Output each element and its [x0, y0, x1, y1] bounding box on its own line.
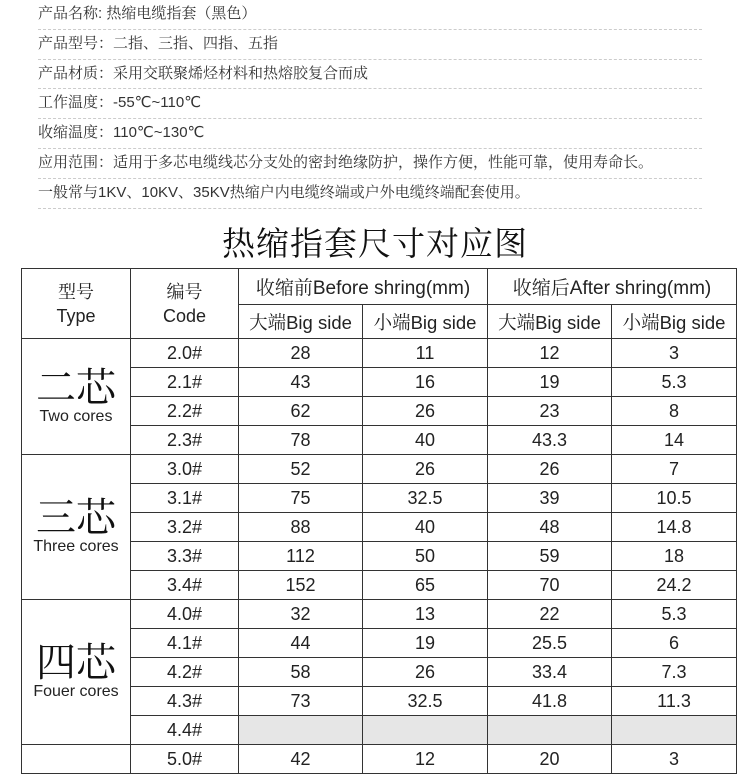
info-line: 一般常与1KV、10KV、35KV热缩户内电缆终端或户外电缆终端配套使用。 [38, 179, 702, 209]
code-cell: 4.1# [131, 629, 239, 658]
value-cell: 7 [612, 455, 737, 484]
value-cell: 20 [488, 745, 612, 774]
value-cell: 24.2 [612, 571, 737, 600]
info-line: 工作温度：-55℃~110℃ [38, 89, 702, 119]
value-cell: 58 [239, 658, 363, 687]
value-cell: 43 [239, 368, 363, 397]
value-cell [488, 716, 612, 745]
value-cell: 33.4 [488, 658, 612, 687]
header-after: 收缩后After shring(mm) [488, 269, 737, 305]
code-cell: 4.2# [131, 658, 239, 687]
code-cell: 4.3# [131, 687, 239, 716]
table-row [22, 455, 737, 484]
value-cell: 19 [363, 629, 488, 658]
code-cell: 2.3# [131, 426, 239, 455]
value-cell: 26 [363, 455, 488, 484]
value-cell: 42 [239, 745, 363, 774]
core-type-cell [22, 745, 131, 774]
value-cell: 32.5 [363, 687, 488, 716]
value-cell: 6 [612, 629, 737, 658]
code-cell: 3.0# [131, 455, 239, 484]
code-cell: 3.1# [131, 484, 239, 513]
value-cell: 16 [363, 368, 488, 397]
header-before-small: 小端Big side [363, 305, 488, 339]
core-type-cn: 三芯 [36, 496, 116, 540]
value-cell: 12 [363, 745, 488, 774]
code-cell: 2.0# [131, 339, 239, 368]
header-after-big: 大端Big side [488, 305, 612, 339]
value-cell: 3 [612, 339, 737, 368]
value-cell: 43.3 [488, 426, 612, 455]
value-cell: 26 [363, 397, 488, 426]
core-type-en: Two cores [39, 407, 113, 425]
value-cell: 8 [612, 397, 737, 426]
value-cell: 152 [239, 571, 363, 600]
core-type-en: Three cores [33, 538, 119, 555]
value-cell: 59 [488, 542, 612, 571]
value-cell: 70 [488, 571, 612, 600]
value-cell: 5.3 [612, 368, 737, 397]
value-cell [612, 716, 737, 745]
value-cell: 18 [612, 542, 737, 571]
value-cell: 23 [488, 397, 612, 426]
value-cell: 75 [239, 484, 363, 513]
core-type-cell [22, 455, 131, 600]
value-cell: 52 [239, 455, 363, 484]
value-cell: 32 [239, 600, 363, 629]
code-cell: 4.4# [131, 716, 239, 745]
core-type-cell [22, 339, 131, 455]
value-cell: 40 [363, 513, 488, 542]
value-cell: 48 [488, 513, 612, 542]
value-cell: 41.8 [488, 687, 612, 716]
core-type-cn: 四芯 [36, 641, 116, 685]
value-cell: 25.5 [488, 629, 612, 658]
core-type-cn: 二芯 [36, 365, 116, 410]
core-type-cell [22, 600, 131, 745]
code-cell: 3.3# [131, 542, 239, 571]
product-info [38, 0, 702, 209]
value-cell: 112 [239, 542, 363, 571]
info-line: 产品型号：二指、三指、四指、五指 [38, 30, 702, 60]
info-line: 应用范围：适用于多芯电缆线芯分支处的密封绝缘防护，操作方便，性能可靠，使用寿命长。 [38, 149, 702, 179]
header-before: 收缩前Before shring(mm) [239, 269, 488, 305]
header-after-small: 小端Big side [612, 305, 737, 339]
value-cell: 32.5 [363, 484, 488, 513]
value-cell: 88 [239, 513, 363, 542]
size-table [21, 268, 737, 774]
table-row [22, 745, 737, 774]
value-cell: 3 [612, 745, 737, 774]
value-cell: 11 [363, 339, 488, 368]
value-cell: 78 [239, 426, 363, 455]
code-cell: 5.0# [131, 745, 239, 774]
code-cell: 2.2# [131, 397, 239, 426]
value-cell [239, 716, 363, 745]
info-line: 产品材质：采用交联聚烯烃材料和热熔胶复合而成 [38, 60, 702, 90]
value-cell: 44 [239, 629, 363, 658]
value-cell: 13 [363, 600, 488, 629]
value-cell: 39 [488, 484, 612, 513]
value-cell: 50 [363, 542, 488, 571]
value-cell: 5.3 [612, 600, 737, 629]
value-cell: 11.3 [612, 687, 737, 716]
value-cell: 14 [612, 426, 737, 455]
value-cell: 73 [239, 687, 363, 716]
table-row [22, 600, 737, 629]
value-cell: 19 [488, 368, 612, 397]
code-cell: 3.2# [131, 513, 239, 542]
value-cell [363, 716, 488, 745]
info-line: 产品名称: 热缩电缆指套（黑色） [38, 0, 702, 30]
value-cell: 26 [363, 658, 488, 687]
value-cell: 7.3 [612, 658, 737, 687]
info-line: 收缩温度：110℃~130℃ [38, 119, 702, 149]
code-cell: 4.0# [131, 600, 239, 629]
value-cell: 62 [239, 397, 363, 426]
header-type: 型号 Type [22, 269, 131, 339]
header-before-big: 大端Big side [239, 305, 363, 339]
core-type-en: Fouer cores [33, 683, 119, 700]
value-cell: 10.5 [612, 484, 737, 513]
value-cell: 65 [363, 571, 488, 600]
page-title: 热缩指套尺寸对应图 [222, 225, 528, 262]
code-cell: 3.4# [131, 571, 239, 600]
value-cell: 26 [488, 455, 612, 484]
code-cell: 2.1# [131, 368, 239, 397]
header-code: 编号 Code [131, 269, 239, 339]
value-cell: 22 [488, 600, 612, 629]
value-cell: 12 [488, 339, 612, 368]
value-cell: 40 [363, 426, 488, 455]
table-row [22, 339, 737, 368]
value-cell: 28 [239, 339, 363, 368]
value-cell: 14.8 [612, 513, 737, 542]
